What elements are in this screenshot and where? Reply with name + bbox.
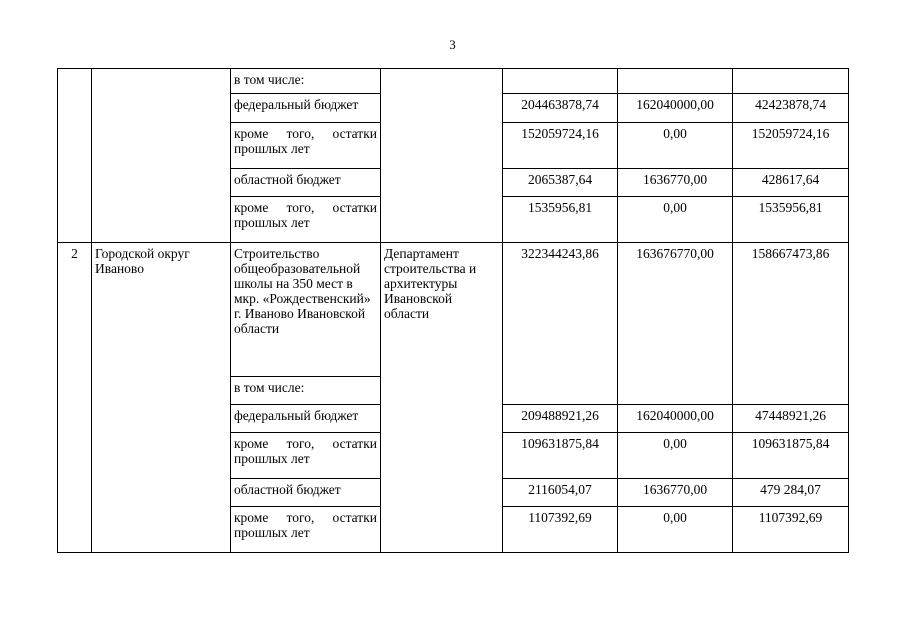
customer-cell [381,69,503,243]
budget-label: областной бюджет [231,479,381,507]
budget-table [57,68,849,553]
municipality-cell [92,69,231,243]
budget-label: федеральный бюджет [231,94,381,123]
value-year2: 479 284,07 [733,479,849,507]
value-year2: 1535956,81 [733,197,849,243]
value-total: 152059724,16 [503,123,618,169]
index-cell: 2 [58,243,92,553]
value-total: 109631875,84 [503,433,618,479]
value-year2: 47448921,26 [733,405,849,433]
budget-label: областной бюджет [231,169,381,197]
value-total: 2116054,07 [503,479,618,507]
table-row [58,243,849,377]
value-year1: 1636770,00 [618,169,733,197]
value-year1: 0,00 [618,123,733,169]
budget-label: в том числе: [231,69,381,94]
value-year2: 1107392,69 [733,507,849,553]
value-year1: 0,00 [618,433,733,479]
index-cell [58,69,92,243]
page-number: 3 [449,37,456,52]
value-year1: 163676770,00 [618,243,733,405]
value-year1: 0,00 [618,197,733,243]
value-year2: 109631875,84 [733,433,849,479]
customer-cell: Департамент строительства и архитектуры Ивановской области [381,243,503,553]
value-total: 204463878,74 [503,94,618,123]
value-year2 [733,69,849,94]
value-year1: 1636770,00 [618,479,733,507]
value-total [503,69,618,94]
value-total: 322344243,86 [503,243,618,405]
budget-label: федеральный бюджет [231,405,381,433]
object-name: Строительство общеобразовательной школы на 350 мест в мкр. «Рождественский» г. Иваново Ивановской области [231,243,381,377]
value-total: 1535956,81 [503,197,618,243]
value-total: 1107392,69 [503,507,618,553]
value-year1: 162040000,00 [618,94,733,123]
value-year1: 162040000,00 [618,405,733,433]
budget-label: кроме того, остатки прошлых лет [231,123,381,169]
budget-label: в том числе: [231,377,381,405]
budget-label: кроме того, остатки прошлых лет [231,507,381,553]
table-row [58,69,849,94]
value-year2: 42423878,74 [733,94,849,123]
value-total: 2065387,64 [503,169,618,197]
value-year2: 158667473,86 [733,243,849,405]
value-year2: 152059724,16 [733,123,849,169]
value-year1 [618,69,733,94]
budget-label: кроме того, остатки прошлых лет [231,197,381,243]
value-year2: 428617,64 [733,169,849,197]
value-total: 209488921,26 [503,405,618,433]
budget-label: кроме того, остатки прошлых лет [231,433,381,479]
municipality-cell: Городской округ Иваново [92,243,231,553]
value-year1: 0,00 [618,507,733,553]
